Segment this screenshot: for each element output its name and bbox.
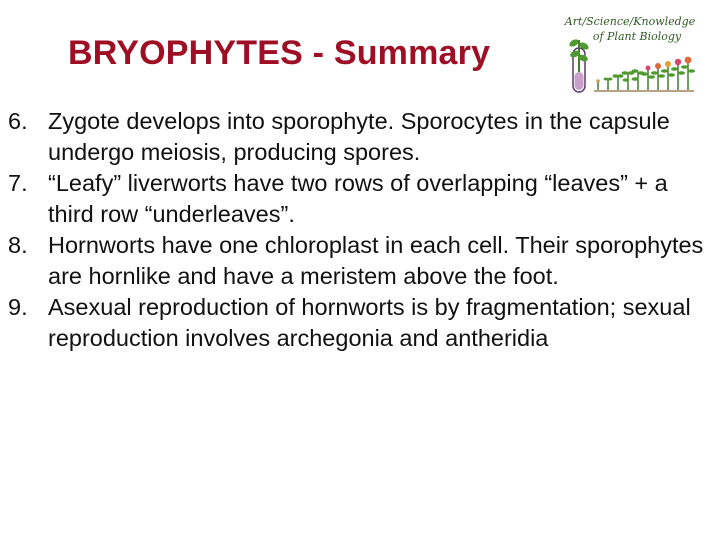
list-item-text: Hornworts have one chloroplast in each cell. Their sporophytes are hornlike and have a meristem above the foot. bbox=[48, 232, 704, 289]
logo-caption-line-1: Art/Science/Knowledge bbox=[564, 15, 696, 28]
seedling-row-icon bbox=[560, 10, 700, 100]
list-item-number: 8. bbox=[8, 232, 28, 258]
list-item-text: Asexual reproduction of hornworts is by fragmentation; sexual reproduction involves archegonia and antheridia bbox=[48, 294, 691, 351]
list-item-number: 6. bbox=[8, 108, 28, 134]
plant-biology-logo bbox=[560, 10, 700, 100]
list-item-text: Zygote develops into sporophyte. Sporocytes in the capsule undergo meiosis, producing spores. bbox=[48, 108, 670, 165]
list-item bbox=[8, 292, 708, 354]
summary-list bbox=[8, 106, 708, 354]
seedlings-icon bbox=[596, 57, 695, 90]
list-item-number: 9. bbox=[8, 294, 28, 320]
slide-title: BRYOPHYTES - Summary bbox=[68, 34, 491, 72]
list-item-text: “Leafy” liverworts have two rows of overlapping “leaves” + a third row “underleaves”. bbox=[48, 170, 668, 227]
test-tube-icon bbox=[568, 38, 590, 92]
list-item-number: 7. bbox=[8, 170, 28, 196]
list-item bbox=[8, 230, 708, 292]
logo-caption-line-2: of Plant Biology bbox=[592, 30, 682, 43]
list-item bbox=[8, 168, 708, 230]
list-item bbox=[8, 106, 708, 168]
